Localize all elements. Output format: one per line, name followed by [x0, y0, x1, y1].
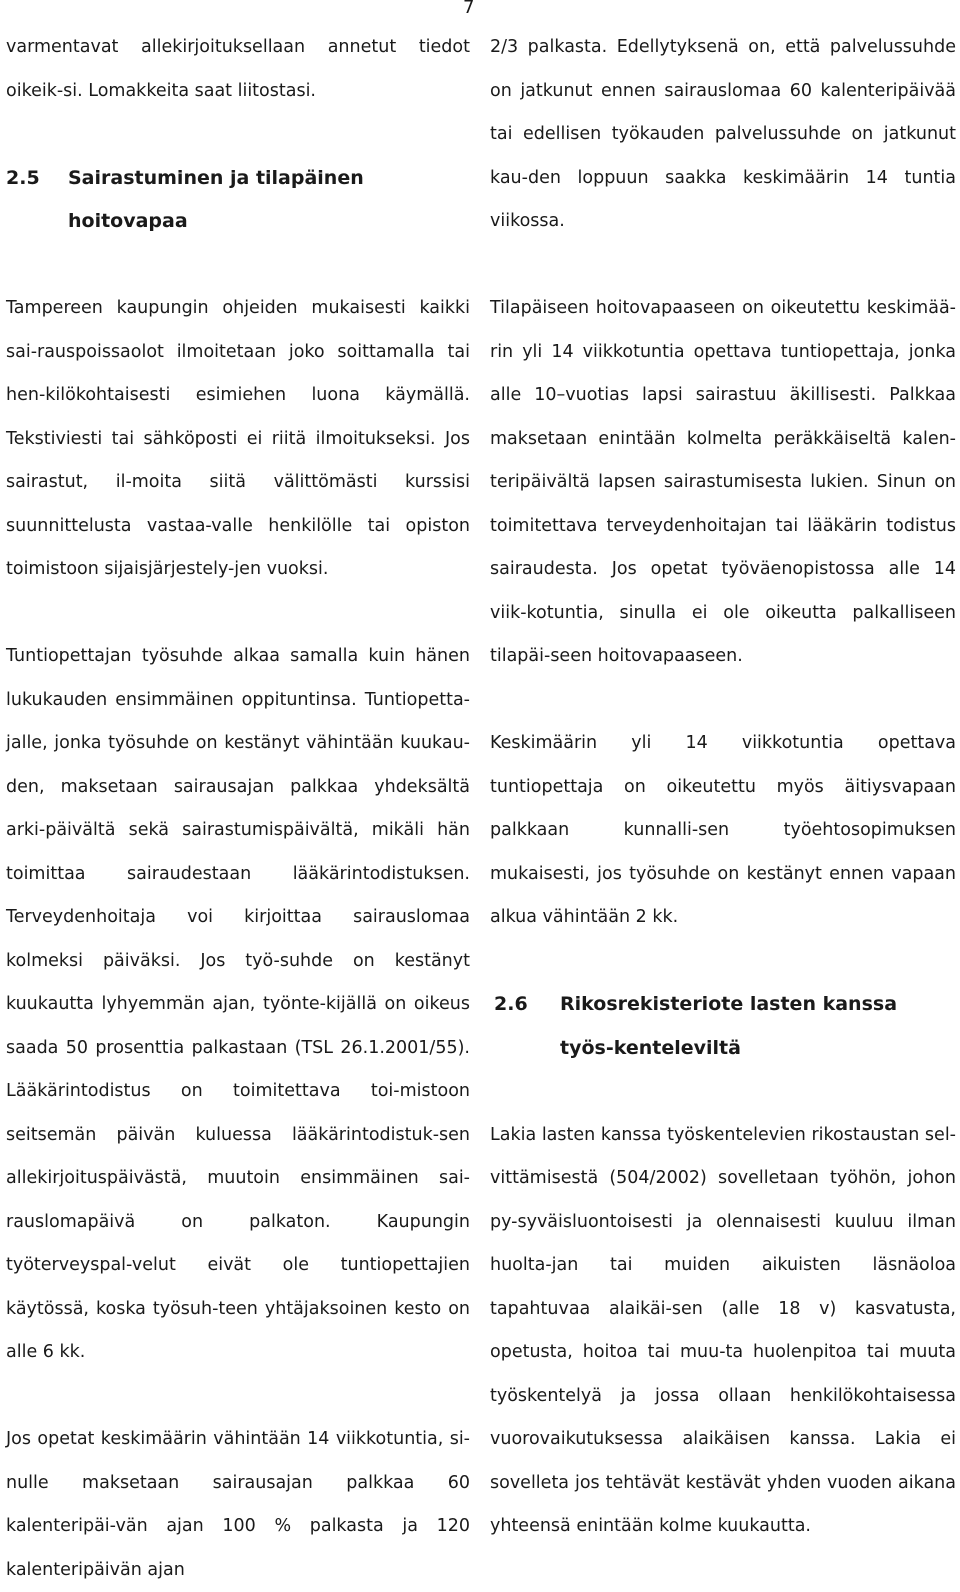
section-number: 2.5 — [6, 166, 40, 189]
spacer — [490, 244, 956, 288]
left-column — [6, 26, 470, 1592]
section-number: 2.6 — [494, 993, 528, 1015]
paragraph: 2/3 palkasta. Edellytyksenä on, että palvelussuhde on jatkunut ennen sairauslomaa 60 kalenteripäivää tai edellisen työkauden palvelussuhde on jatkunut kau-den loppuun saakka keskimäärin 14 tuntia viikossa. — [490, 37, 956, 231]
spacer — [490, 1070, 956, 1114]
paragraph: Lakia lasten kanssa työskentelevien rikostaustan sel-vittämisestä (504/2002) sovelletaan työhön, johon py-syväisluontoisesti ja olennaisesti kuuluu ilman huolta-jan tai muiden aikuisten läsnäoloa tapahtuvaa alaikäi-sen (alle 18 v) kasvatusta, opetusta, hoitoa tai muu-ta huolenpitoa tai muuta työskentelyä ja jossa ollaan henkilökohtaisessa vuorovaikutuksessa alaikäisen kanssa. Lakia ei sovelleta jos tehtävät kestävät yhden vuoden aikana yhteensä enintään kolme kuukautta. — [490, 1124, 956, 1536]
paragraph: Tilapäiseen hoitovapaaseen on oikeutettu keskimää-rin yli 14 viikkotuntia opettava tuntiopettaja, jonka alle 10–vuotias lapsi sairastuu äkillisesti. Palkkaa maksetaan enintään kolmelta peräkkäiseltä kalen-teripäivältä lapsen sairastumisesta lukien. Sinun on toimitettava terveydenhoitajan tai lääkärin todistus sairaudesta. Jos opetat työväenopistossa alle 14 viik-kotuntia, sinulla ei ole oikeutta palkalliseen tilapäi-seen hoitovapaaseen. — [490, 298, 956, 666]
paragraph: varmentavat allekirjoituksellaan annetut tiedot oikeik-si. Lomakkeita saat liitostasi. — [6, 37, 470, 101]
right-column — [490, 26, 956, 1549]
paragraph: Keskimäärin yli 14 viikkotuntia opettava tuntiopettaja on oikeutettu myös äitiysvapaan palkkaan kunnalli-sen työehtosopimuksen mukaisesti, jos työsuhde on kestänyt ennen vapaan alkua vähintään 2 kk. — [490, 733, 956, 927]
spacer — [6, 1375, 470, 1419]
paragraph: Jos opetat keskimäärin vähintään 14 viikkotuntia, si-nulle maksetaan sairausajan palkkaa 60 kalenteripäi-vän ajan 100 % palkasta ja 120 kalenteripäivän ajan — [6, 1429, 470, 1580]
spacer — [6, 113, 470, 157]
paragraph: Tampereen kaupungin ohjeiden mukaisesti kaikki sai-rauspoissaolot ilmoitetaan joko soittamalla tai hen-kilökohtaisesti esimiehen luona käymällä. Tekstiviesti tai sähköposti ei riitä ilmoitukseksi. Jos sairastut, il-moita siitä välittömästi kurssisi suunnittelusta vastaa-valle henkilölle tai opiston toimistoon sijaisjärjestely-jen vuoksi. — [6, 298, 470, 579]
spacer — [6, 592, 470, 636]
section-heading-2-5 — [6, 157, 470, 244]
spacer — [490, 679, 956, 723]
section-title: Rikosrekisteriote lasten kanssa työs-kenteleviltä — [560, 993, 898, 1059]
paragraph: Tuntiopettajan työsuhde alkaa samalla kuin hänen lukukauden ensimmäinen oppituntinsa. Tuntiopetta-jalle, jonka työsuhde on kestänyt vähintään kuukau-den, maksetaan sairausajan palkkaa yhdeksältä arki-päivältä sekä sairastumispäivältä, mikäli hän toimittaa sairaudestaan lääkärintodistuksen. Terveydenhoitaja voi kirjoittaa sairauslomaa kolmeksi päiväksi. Jos työ-suhde on kestänyt kuukautta lyhyemmän ajan, työnte-kijällä on oikeus saada 50 prosenttia palkastaan (TSL 26.1.2001/55). Lääkärintodistus on toimitettava toi-mistoon seitsemän päivän kuluessa lääkärintodistuk-sen allekirjoituspäivästä, muutoin ensimmäinen sai-rauslomapäivä on palkaton. Kaupungin työterveyspal-velut eivät ole tuntiopettajien käytössä, koska työsuh-teen yhtäjaksoinen kesto on alle 6 kk. — [6, 646, 470, 1362]
page-number: 7 — [463, 0, 475, 18]
section-title: Sairastuminen ja tilapäinen hoitovapaa — [68, 166, 364, 232]
spacer — [6, 244, 470, 288]
spacer — [490, 940, 956, 984]
section-heading-2-6 — [490, 983, 956, 1070]
